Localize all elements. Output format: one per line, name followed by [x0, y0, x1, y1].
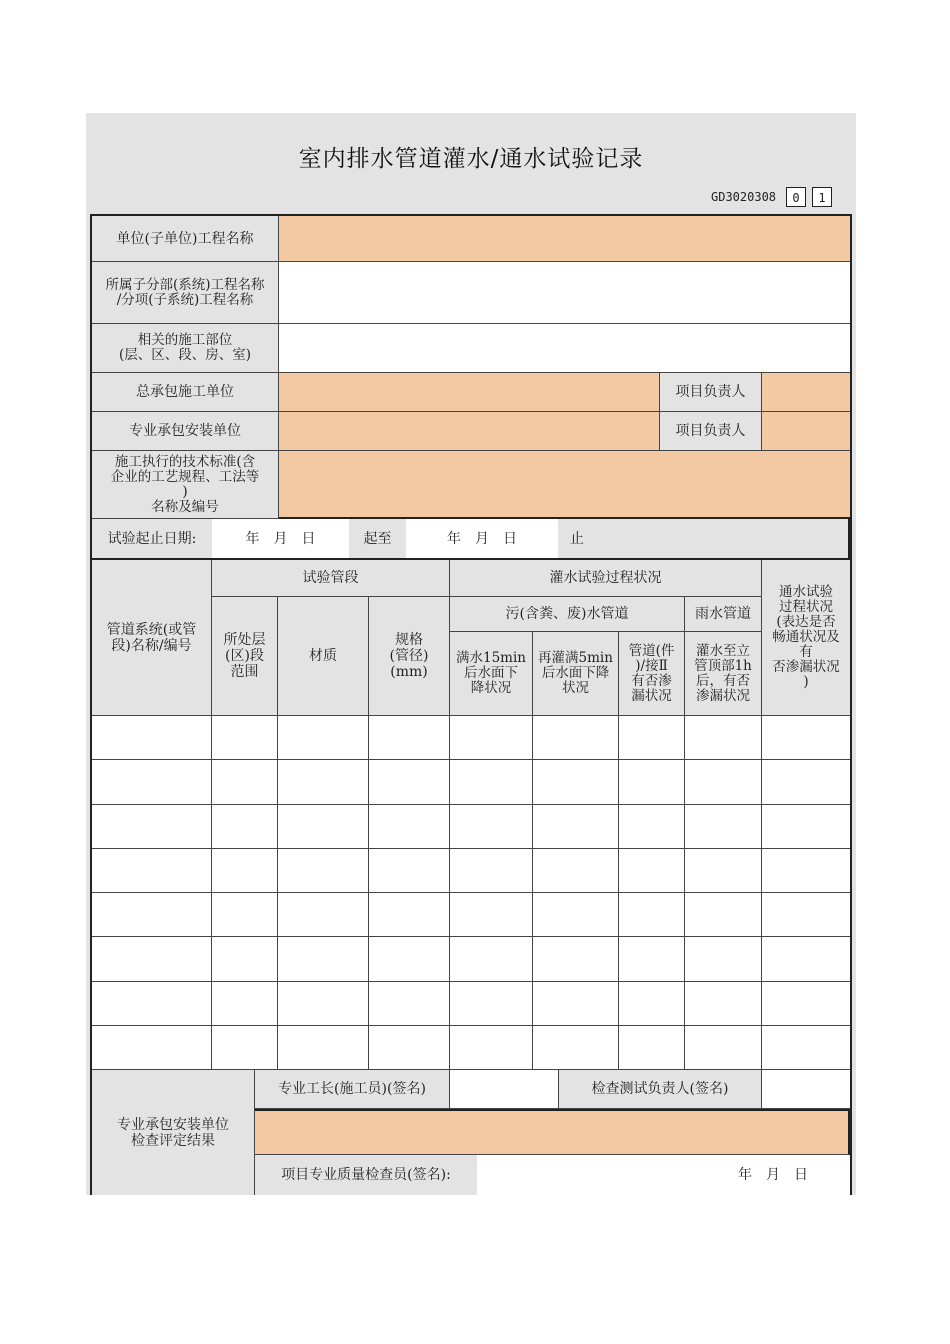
subpart-field[interactable] — [279, 262, 850, 324]
test-end-date[interactable]: 年 月 日 — [406, 519, 558, 560]
table-cell-spec[interactable] — [369, 893, 450, 937]
table-cell-system[interactable] — [92, 716, 212, 760]
unit-name-field[interactable] — [279, 216, 850, 262]
standard-field[interactable] — [279, 451, 850, 519]
rain-group-header: 雨水管道 — [685, 597, 762, 632]
table-cell-flow[interactable] — [762, 760, 850, 804]
table-cell-system[interactable] — [92, 937, 212, 981]
tester-signature[interactable] — [762, 1070, 850, 1109]
table-cell-rain[interactable] — [685, 849, 762, 893]
table-cell-flow[interactable] — [762, 805, 850, 849]
flow-header: 通水试验 过程状况 (表达是否 畅通状况及 有 否渗漏状况 ) — [762, 560, 850, 716]
table-cell-material[interactable] — [278, 1026, 369, 1070]
table-cell-flow[interactable] — [762, 1026, 850, 1070]
inspector-label: 项目专业质量检查员(签名): — [255, 1155, 477, 1195]
project-leader-field[interactable] — [762, 373, 850, 412]
table-cell-rain[interactable] — [685, 937, 762, 981]
table-cell-material[interactable] — [278, 849, 369, 893]
material-header: 材质 — [278, 597, 369, 716]
unit-name-label: 单位(子单位)工程名称 — [92, 216, 279, 262]
table-cell-spec[interactable] — [369, 849, 450, 893]
table-cell-rain[interactable] — [685, 982, 762, 1026]
table-cell-flow[interactable] — [762, 982, 850, 1026]
table-cell-floor[interactable] — [212, 849, 278, 893]
table-cell-system[interactable] — [92, 805, 212, 849]
fill-group-header: 灌水试验过程状况 — [450, 560, 762, 597]
page-title: 室内排水管道灌水/通水试验记录 — [298, 146, 644, 172]
table-cell-joint[interactable] — [619, 849, 685, 893]
table-cell-joint[interactable] — [619, 805, 685, 849]
sub-contractor-field[interactable] — [279, 412, 660, 451]
table-cell-flow[interactable] — [762, 893, 850, 937]
table-cell-5min[interactable] — [533, 1026, 619, 1070]
subpart-label: 所属子分部(系统)工程名称 /分项(子系统)工程名称 — [92, 262, 279, 324]
table-cell-rain[interactable] — [685, 893, 762, 937]
general-contractor-field[interactable] — [279, 373, 660, 412]
test-stop-label: 止 — [558, 519, 850, 560]
result-label: 专业承包安装单位 检查评定结果 — [92, 1070, 255, 1195]
project-leader-label: 项目负责人 — [660, 373, 762, 412]
table-cell-system[interactable] — [92, 893, 212, 937]
table-cell-joint[interactable] — [619, 982, 685, 1026]
form-code-box-1: 0 — [786, 187, 806, 207]
table-cell-floor[interactable] — [212, 760, 278, 804]
table-cell-spec[interactable] — [369, 937, 450, 981]
table-cell-joint[interactable] — [619, 1026, 685, 1070]
table-cell-15min[interactable] — [450, 1026, 533, 1070]
table-cell-material[interactable] — [278, 760, 369, 804]
table-cell-material[interactable] — [278, 982, 369, 1026]
result-field[interactable] — [255, 1109, 850, 1155]
test-to-label: 起至 — [349, 519, 406, 560]
project-leader-label-2: 项目负责人 — [660, 412, 762, 451]
table-cell-material[interactable] — [278, 893, 369, 937]
table-cell-flow[interactable] — [762, 849, 850, 893]
location-label: 相关的施工部位 (层、区、段、房、室) — [92, 324, 279, 373]
table-cell-5min[interactable] — [533, 760, 619, 804]
table-cell-5min[interactable] — [533, 937, 619, 981]
table-cell-15min[interactable] — [450, 805, 533, 849]
table-cell-spec[interactable] — [369, 982, 450, 1026]
table-cell-system[interactable] — [92, 849, 212, 893]
general-contractor-label: 总承包施工单位 — [92, 373, 279, 412]
table-cell-joint[interactable] — [619, 716, 685, 760]
table-cell-5min[interactable] — [533, 716, 619, 760]
tester-label: 检查测试负责人(签名) — [559, 1070, 762, 1109]
form-code-box-2: 1 — [812, 187, 832, 207]
table-cell-flow[interactable] — [762, 937, 850, 981]
project-leader-field-2[interactable] — [762, 412, 850, 451]
test-start-date[interactable]: 年 月 日 — [212, 519, 349, 560]
table-cell-floor[interactable] — [212, 893, 278, 937]
col-15min-header: 满水15min 后水面下 降状况 — [450, 632, 533, 716]
table-cell-system[interactable] — [92, 1026, 212, 1070]
table-cell-rain[interactable] — [685, 1026, 762, 1070]
system-header: 管道系统(或管 段)名称/编号 — [92, 560, 212, 716]
table-cell-spec[interactable] — [369, 760, 450, 804]
col-joint-header: 管道(件 )/接Ⅱ 有否渗 漏状况 — [619, 632, 685, 716]
table-cell-joint[interactable] — [619, 760, 685, 804]
table-cell-spec[interactable] — [369, 716, 450, 760]
table-cell-spec[interactable] — [369, 1026, 450, 1070]
sub-contractor-label: 专业承包安装单位 — [92, 412, 279, 451]
table-cell-15min[interactable] — [450, 893, 533, 937]
col-5min-header: 再灌满5min 后水面下降 状况 — [533, 632, 619, 716]
table-cell-material[interactable] — [278, 937, 369, 981]
foreman-label: 专业工长(施工员)(签名) — [255, 1070, 450, 1109]
foreman-signature[interactable] — [450, 1070, 559, 1109]
test-date-label: 试验起止日期: — [92, 519, 212, 560]
table-cell-system[interactable] — [92, 760, 212, 804]
table-cell-5min[interactable] — [533, 805, 619, 849]
table-cell-15min[interactable] — [450, 982, 533, 1026]
sewage-group-header: 污(含粪、废)水管道 — [450, 597, 685, 632]
table-cell-15min[interactable] — [450, 849, 533, 893]
table-cell-joint[interactable] — [619, 893, 685, 937]
table-cell-rain[interactable] — [685, 716, 762, 760]
table-cell-spec[interactable] — [369, 805, 450, 849]
table-cell-15min[interactable] — [450, 760, 533, 804]
table-cell-5min[interactable] — [533, 849, 619, 893]
table-cell-joint[interactable] — [619, 937, 685, 981]
location-field[interactable] — [279, 324, 850, 373]
table-cell-5min[interactable] — [533, 893, 619, 937]
form-code: GD3020308 — [711, 190, 777, 204]
standard-label: 施工执行的技术标准(含 企业的工艺规程、工法等 ) 名称及编号 — [92, 451, 279, 519]
table-cell-5min[interactable] — [533, 982, 619, 1026]
table-cell-15min[interactable] — [450, 937, 533, 981]
table-cell-material[interactable] — [278, 716, 369, 760]
table-cell-15min[interactable] — [450, 716, 533, 760]
table-cell-material[interactable] — [278, 805, 369, 849]
table-cell-floor[interactable] — [212, 937, 278, 981]
floor-header: 所处层 (区)段 范围 — [212, 597, 278, 716]
inspector-date[interactable]: 年 月 日 — [477, 1155, 850, 1195]
table-cell-rain[interactable] — [685, 760, 762, 804]
table-cell-floor[interactable] — [212, 1026, 278, 1070]
col-rain-header: 灌水至立 管顶部1h 后，有否 渗漏状况 — [685, 632, 762, 716]
spec-header: 规格 (管径) (mm) — [369, 597, 450, 716]
table-cell-floor[interactable] — [212, 982, 278, 1026]
table-cell-system[interactable] — [92, 982, 212, 1026]
segment-group-header: 试验管段 — [212, 560, 450, 597]
table-cell-flow[interactable] — [762, 716, 850, 760]
table-cell-rain[interactable] — [685, 805, 762, 849]
table-cell-floor[interactable] — [212, 805, 278, 849]
table-cell-floor[interactable] — [212, 716, 278, 760]
